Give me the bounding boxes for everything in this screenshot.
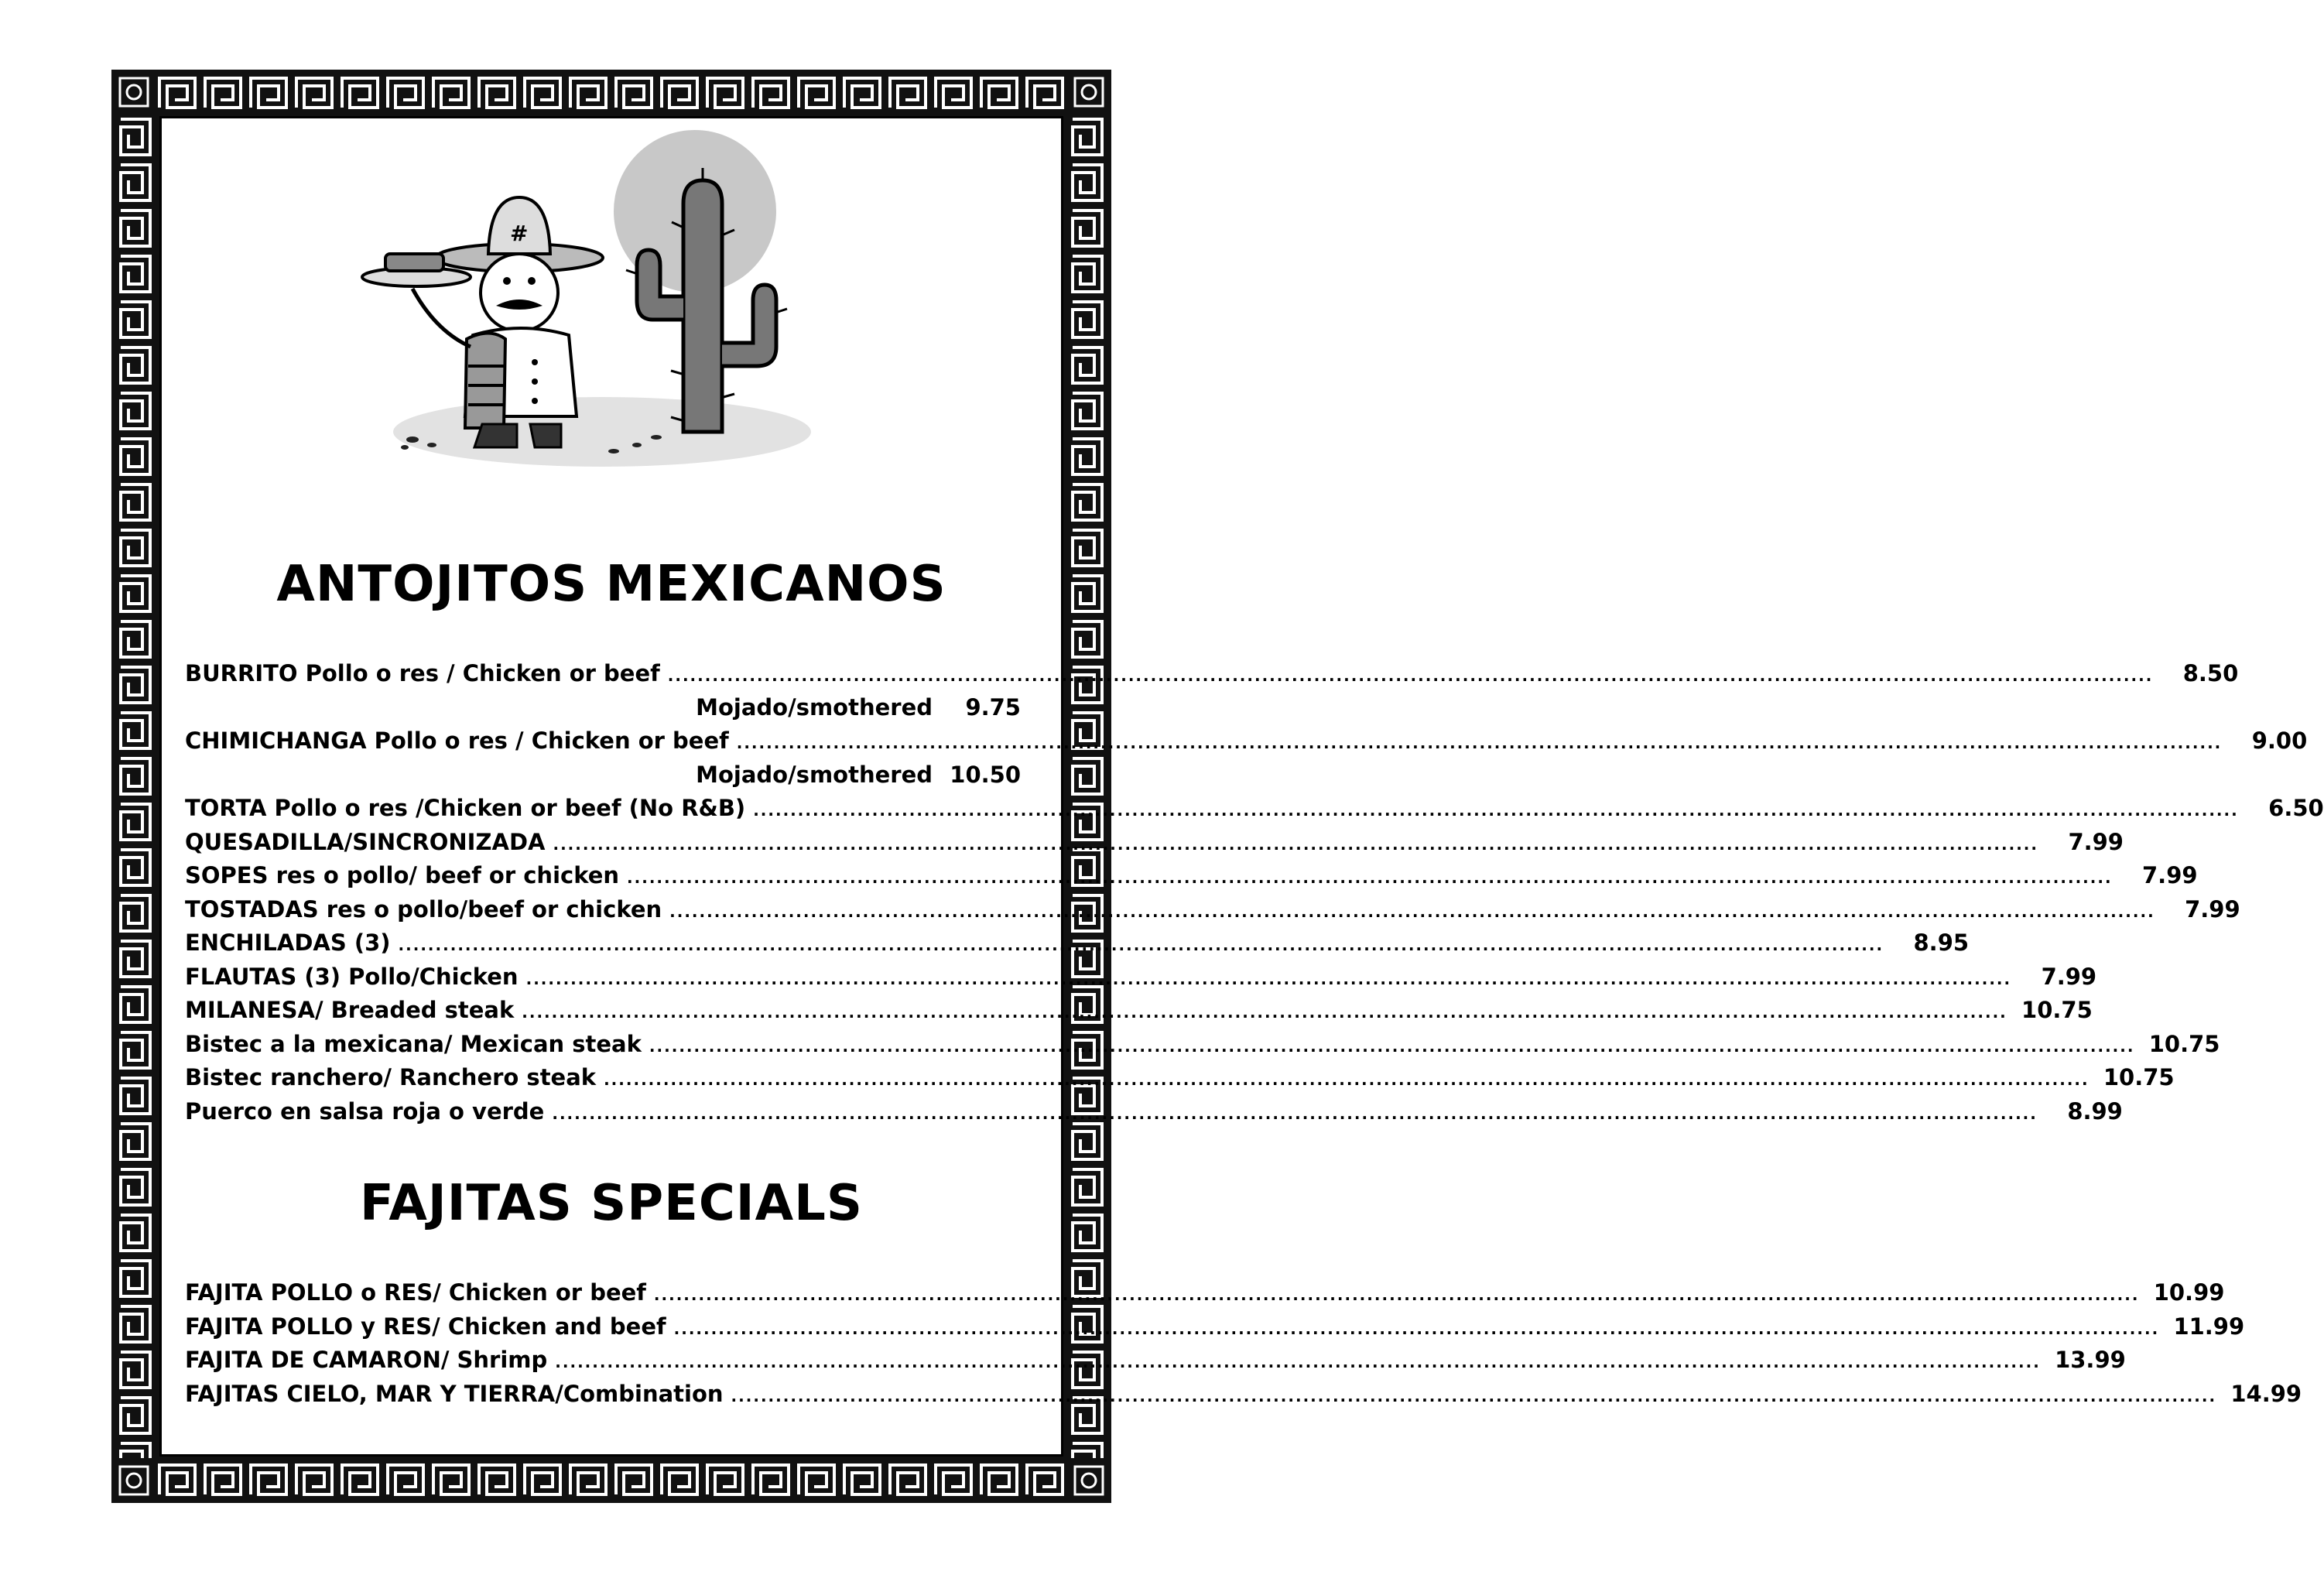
greek-key-right-band (1068, 115, 1107, 1458)
item-price: 10.75 (2021, 997, 2093, 1023)
menu-item (185, 727, 2308, 754)
item-price: 8.50 (2182, 660, 2239, 686)
section-title-antojitos: ANTOJITOS MEXICANOS (276, 556, 946, 613)
item-name: TOSTADAS res o pollo/beef or chicken (185, 895, 662, 923)
corner-ornament (118, 1464, 150, 1497)
dot-leader: ........................................................................................................................................................................................................ (669, 902, 2155, 921)
menu-item (185, 997, 2093, 1023)
item-variant-label: Mojado/smothered (696, 761, 933, 788)
waiter-and-cactus-illustration (358, 142, 838, 482)
menu-item (185, 1380, 2302, 1407)
item-name: FLAUTAS (3) Pollo/Chicken (185, 963, 519, 990)
menu-item-variant (185, 762, 1021, 788)
dot-leader: ........................................................................................................................................................................................................ (553, 834, 2038, 854)
item-price: 7.99 (2185, 895, 2240, 923)
menu-item (185, 660, 2239, 686)
dot-leader: ........................................................................................................................................................................................................ (731, 1386, 2217, 1405)
dot-leader: ........................................................................................................................................................................................................ (673, 1319, 2160, 1338)
dot-leader: ........................................................................................................................................................................................................ (552, 1104, 2038, 1123)
menu-item (185, 862, 2198, 888)
section-title-fajitas: FAJITAS SPECIALS (359, 1175, 864, 1232)
item-price: 9.75 (965, 693, 1021, 721)
dot-leader: ........................................................................................................................................................................................................ (555, 1353, 2041, 1371)
item-name: FAJITA POLLO y RES/ Chicken and beef (185, 1313, 666, 1340)
item-price: 13.99 (2055, 1347, 2126, 1373)
item-name: FAJITA POLLO o RES/ Chicken or beef (185, 1279, 646, 1306)
menu-item (185, 1347, 2126, 1373)
item-price: 11.99 (2173, 1313, 2245, 1340)
item-price: 7.99 (2068, 828, 2124, 855)
dot-leader: ........................................................................................................................................................................................................ (736, 734, 2223, 752)
dot-leader: ........................................................................................................................................................................................................ (667, 666, 2154, 685)
svg-text:#: # (510, 221, 529, 246)
menu-item (185, 1030, 2220, 1057)
dot-leader: ........................................................................................................................................................................................................ (753, 801, 2239, 820)
menu-item (185, 1279, 2225, 1306)
item-price: 7.99 (2041, 963, 2097, 990)
item-price: 8.95 (1913, 929, 1970, 956)
item-name: MILANESA/ Breaded steak (185, 997, 515, 1023)
item-price: 6.50 (2268, 795, 2324, 821)
item-price: 10.75 (2103, 1064, 2175, 1090)
item-price: 7.99 (2142, 862, 2198, 888)
dot-leader: ........................................................................................................................................................................................................ (522, 1003, 2007, 1022)
item-name: FAJITAS CIELO, MAR Y TIERRA/Combination (185, 1380, 724, 1407)
corner-ornament (118, 76, 150, 108)
item-price: 8.99 (2067, 1097, 2123, 1125)
item-name: Bistec a la mexicana/ Mexican steak (185, 1030, 642, 1057)
menu-item (185, 1313, 2245, 1340)
greek-key-bottom-band (155, 1460, 1068, 1499)
greek-key-top-band (155, 74, 1068, 112)
item-variant-label: Mojado/smothered (696, 693, 933, 721)
item-name: FAJITA DE CAMARON/ Shrimp (185, 1347, 548, 1373)
item-price: 10.99 (2153, 1279, 2225, 1306)
menu-item (185, 1097, 2123, 1125)
menu-item (185, 828, 2124, 855)
item-name: ENCHILADAS (3) (185, 929, 391, 956)
item-name: QUESADILLA/SINCRONIZADA (185, 828, 546, 855)
corner-ornament (1073, 76, 1105, 108)
dot-leader: ........................................................................................................................................................................................................ (525, 969, 2012, 988)
dot-leader: ........................................................................................................................................................................................................ (604, 1070, 2090, 1089)
item-name: BURRITO Pollo o res / Chicken or beef (185, 660, 660, 686)
item-price: 10.50 (950, 761, 1021, 788)
item-name: CHIMICHANGA Pollo o res / Chicken or beef (185, 727, 729, 754)
waiter-icon (362, 197, 603, 447)
menu-item (185, 795, 2324, 821)
item-price: 10.75 (2148, 1030, 2220, 1057)
dot-leader: ........................................................................................................................................................................................................ (649, 1036, 2135, 1056)
menu-item (185, 1064, 2175, 1090)
item-name: Bistec ranchero/ Ranchero steak (185, 1064, 597, 1090)
menu-item (185, 963, 2097, 990)
item-name: SOPES res o pollo/ beef or chicken (185, 862, 620, 888)
menu-page (159, 116, 2324, 1457)
corner-ornament (1073, 1464, 1105, 1497)
dot-leader: ........................................................................................................................................................................................................ (653, 1285, 2140, 1304)
item-name: Puerco en salsa roja o verde (185, 1097, 545, 1125)
item-name: TORTA Pollo o res /Chicken or beef (No R&B) (185, 795, 746, 821)
menu-item (185, 929, 1970, 956)
dot-leader: ........................................................................................................................................................................................................ (627, 868, 2113, 887)
greek-key-left-band (116, 115, 155, 1458)
item-price: 9.00 (2251, 727, 2308, 754)
dot-leader: ........................................................................................................................................................................................................ (398, 936, 1884, 954)
item-price: 14.99 (2230, 1380, 2302, 1407)
menu-item (185, 895, 2240, 923)
menu-item-variant (185, 694, 1021, 721)
